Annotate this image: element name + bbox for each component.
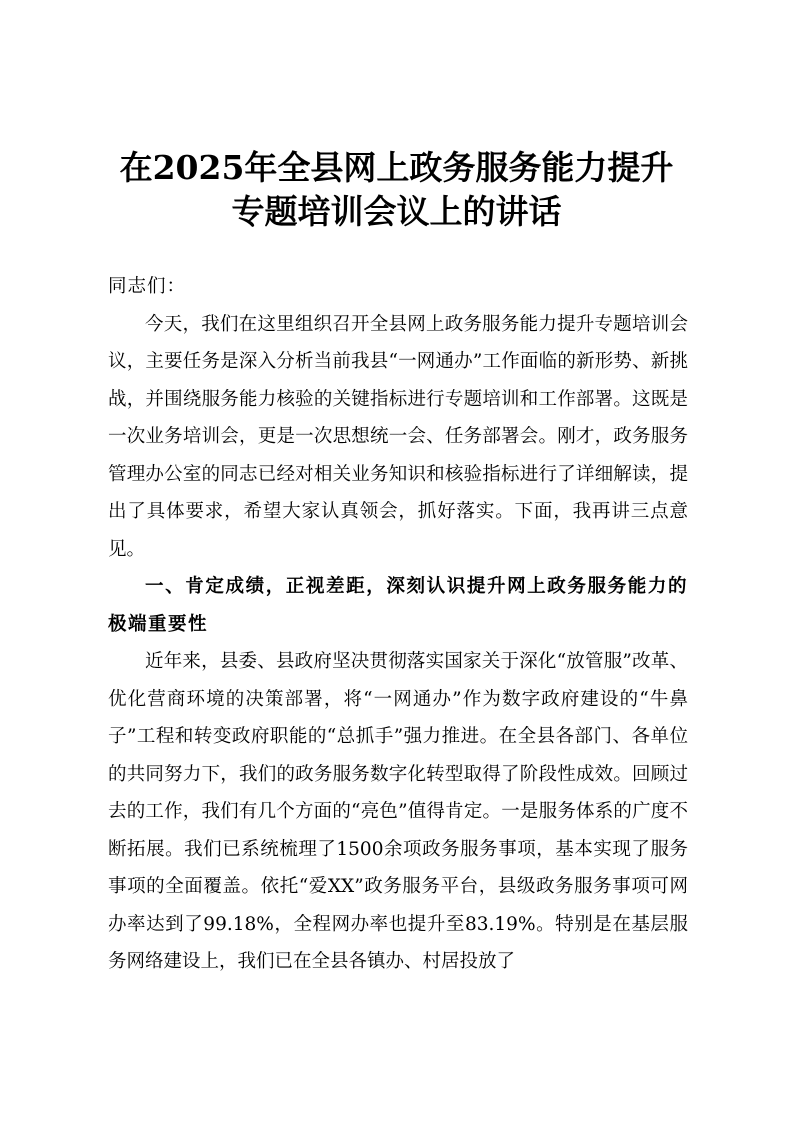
body-paragraph: 近年来，县委、县政府坚决贯彻落实国家关于深化“放管服”改革、优化营商环境的决策部署，将“一网通办”作为数字政府建设的“牛鼻子”工程和转变政府职能的“总抓手”强力推进。在全县各部门、各单位的共同努力下，我们的政务服务数字化转型取得了阶段性成效。回顾过去的工作，我们有几个方面的“亮色”值得肯定。一是服务体系的广度不断拓展。我们已系统梳理了1500余项政务服务事项，基本实现了服务事项的全面覆盖。依托“爱XX”政务服务平台，县级政务服务事项可网办率达到了99.18%，全程网办率也提升至83.19%。特别是在基层服务网络建设上，我们已在全县各镇办、村居投放了 (108, 651, 688, 972)
document-title-line-2: 专题培训会议上的讲话 (231, 192, 562, 231)
section-heading: 一、肯定成绩，正视差距，深刻认识提升网上政务服务能力的极端重要性 (108, 576, 688, 635)
document-body (108, 268, 688, 981)
document-title-line-1: 在2025年全县网上政务服务能力提升 (119, 148, 674, 187)
salutation: 同志们： (108, 276, 187, 297)
body-paragraph: 今天，我们在这里组织召开全县网上政务服务能力提升专题培训会议，主要任务是深入分析当前我县“一网通办”工作面临的新形势、新挑战，并围绕服务能力核验的关键指标进行专题培训和工作部署。这既是一次业务培训会，更是一次思想统一会、任务部署会。刚才，政务服务管理办公室的同志已经对相关业务知识和核验指标进行了详细解读，提出了具体要求，希望大家认真领会，抓好落实。下面，我再讲三点意见。 (108, 313, 688, 560)
